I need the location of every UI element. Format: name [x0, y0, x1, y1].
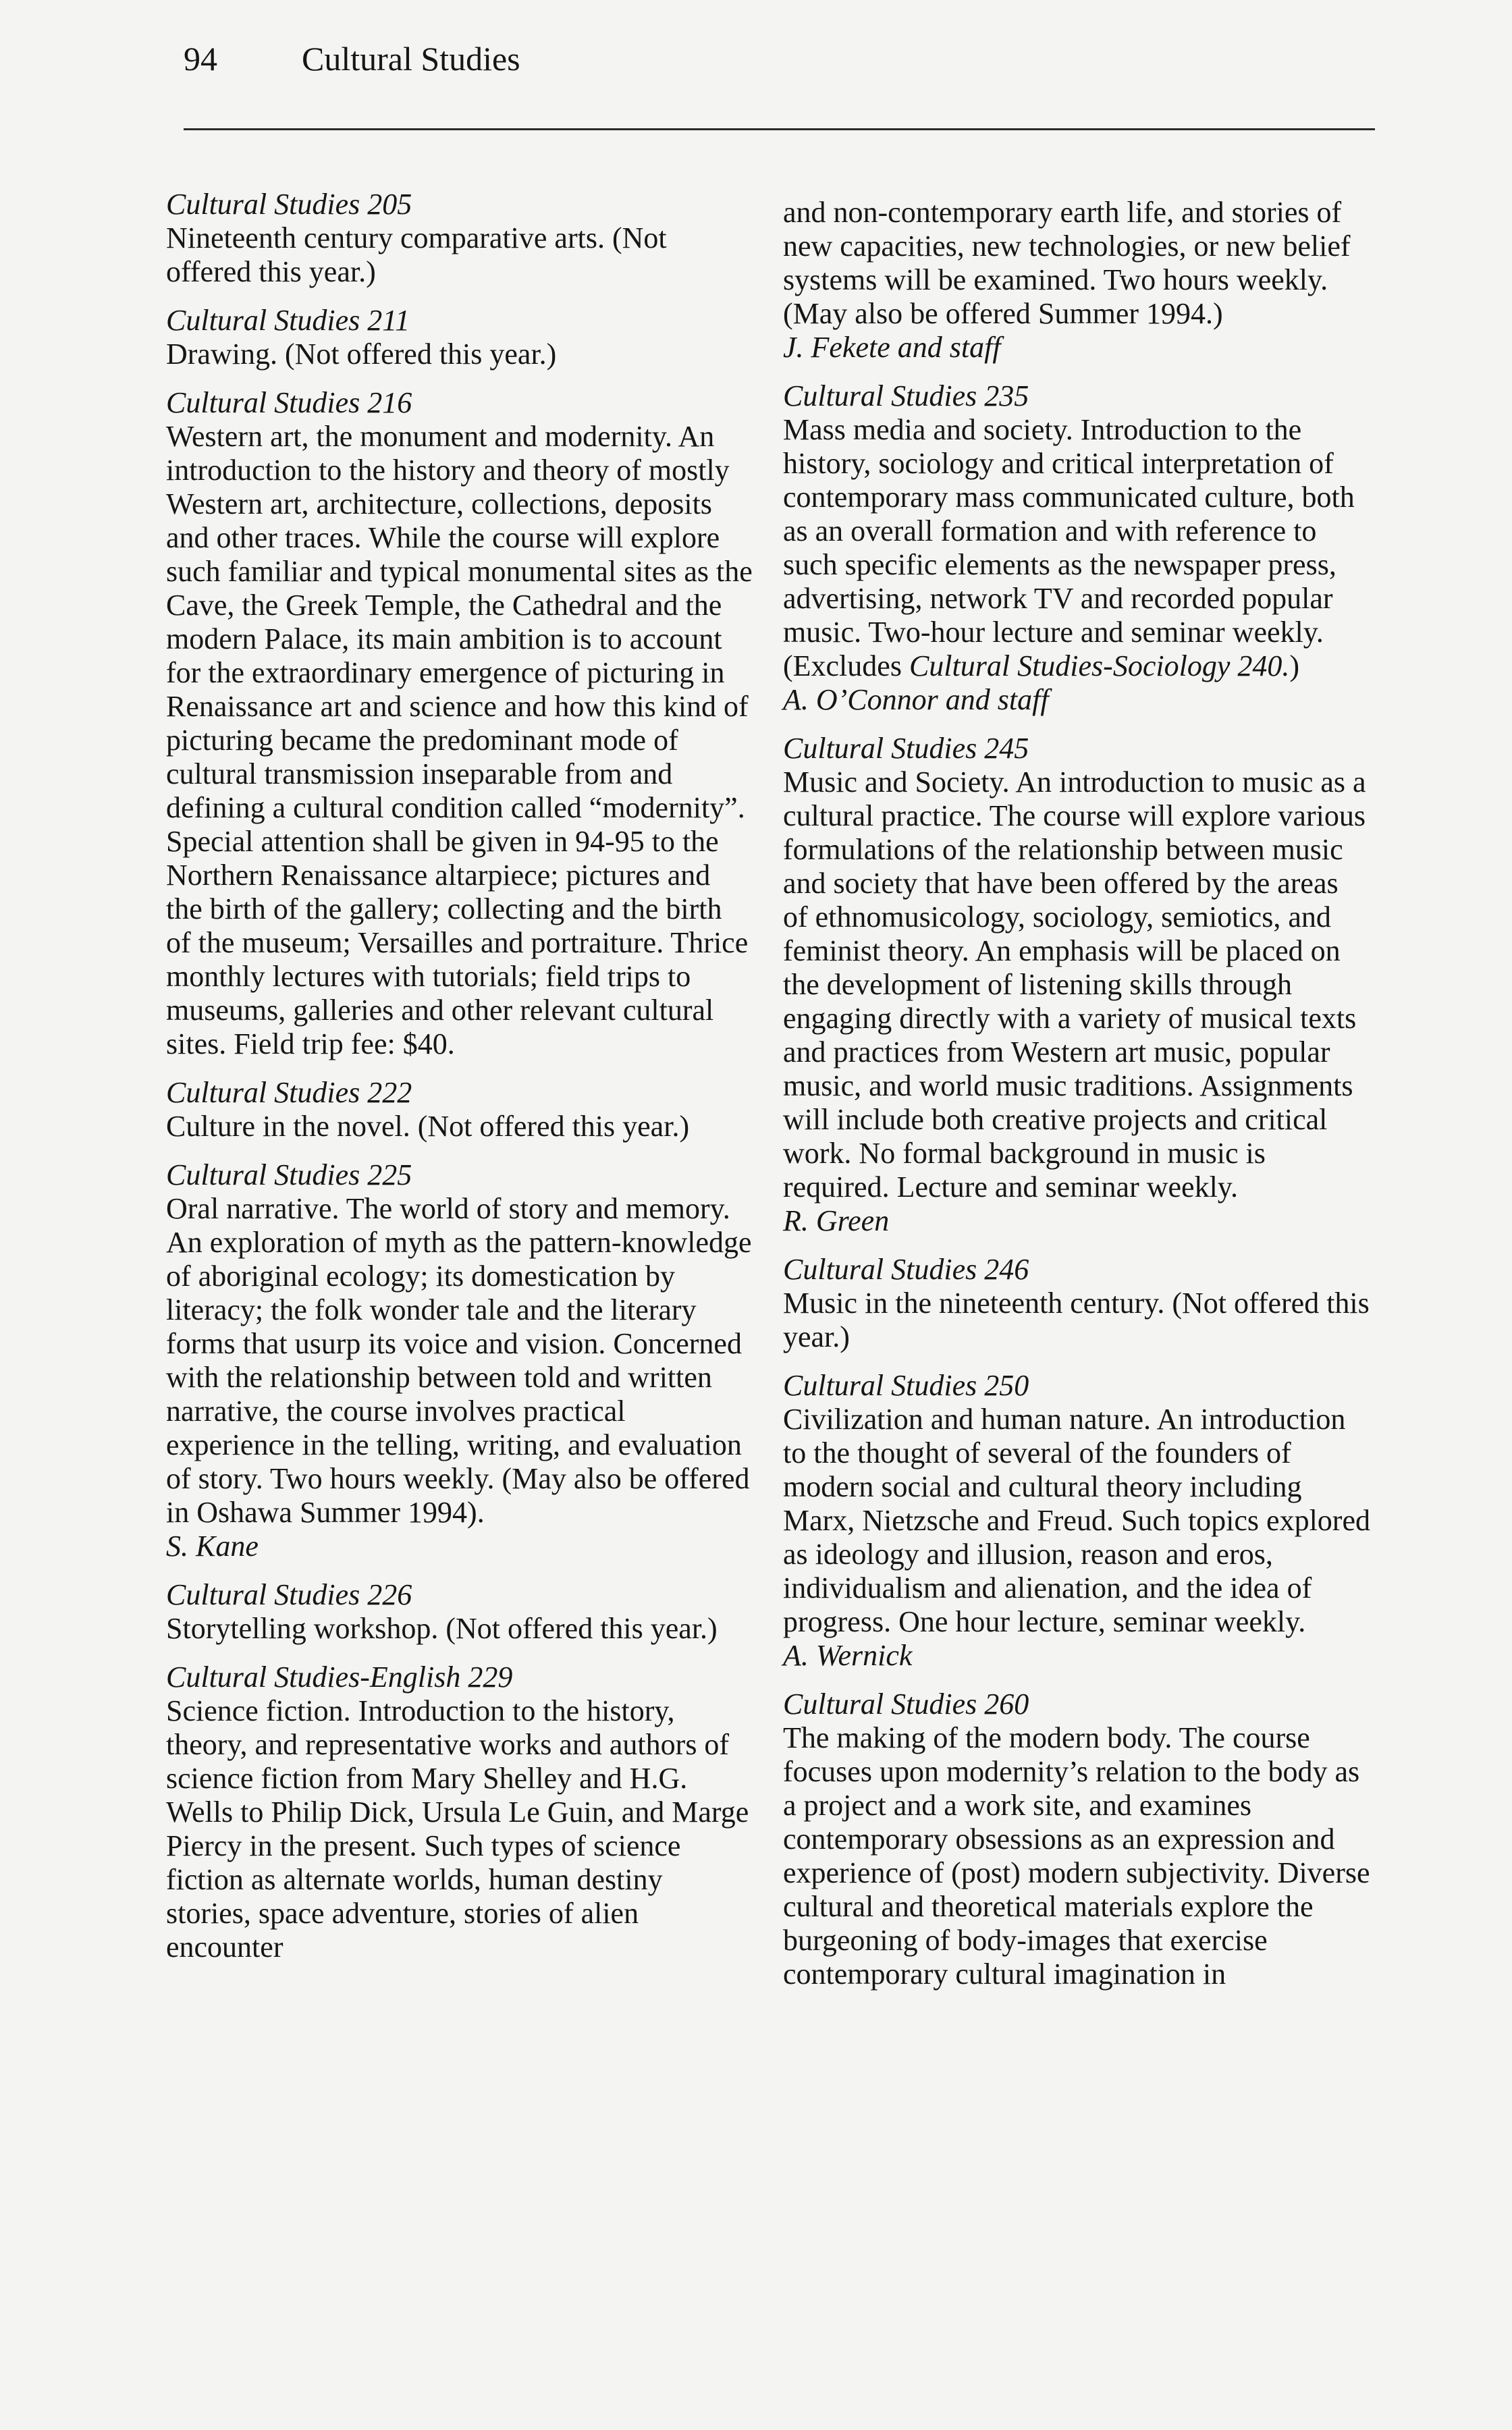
course-code: Cultural Studies 260 [783, 1688, 1029, 1721]
course-entry [783, 379, 1370, 717]
course-description: Culture in the novel. (Not offered this year.) [166, 1110, 690, 1143]
course-code: Cultural Studies 216 [166, 386, 412, 419]
course-entry [166, 386, 753, 1061]
course-description: and non-contemporary earth life, and stories of new capacities, new technologies, or new belief systems will be examined. Two hours weekly. (May also be offered Summer 1994.) [783, 196, 1351, 330]
course-code: Cultural Studies 222 [166, 1076, 412, 1109]
page-header [184, 39, 1375, 130]
course-instructor: A. Wernick [783, 1639, 913, 1672]
course-entry [783, 1688, 1370, 1991]
course-entry-continued [783, 196, 1370, 364]
course-instructor: R. Green [783, 1204, 890, 1237]
course-instructor: S. Kane [166, 1530, 259, 1563]
page-number: 94 [184, 40, 217, 78]
left-column [166, 188, 753, 1979]
course-description: The making of the modern body. The course focuses upon modernity’s relation to the body as a project and a work site, and examines contemporary obsessions as an expression and experience of (post) modern subjectivity. Diverse cultural and theoretical materials explore the burgeoning of body-images that exercise contemporary cultural imagination in [783, 1721, 1370, 1991]
course-entry [166, 1578, 753, 1646]
course-description: Science fiction. Introduction to the history, theory, and representative works and authors of science fiction from Mary Shelley and H.G. Wells to Philip Dick, Ursula Le Guin, and Marge Piercy in the present. Such types of science fiction as alternate worlds, human destiny stories, space adventure, stories of alien encounter [166, 1694, 749, 1964]
course-description: Civilization and human nature. An introduction to the thought of several of the founders of modern social and cultural theory including Marx, Nietzsche and Freud. Such topics explored as ideology and illusion, reason and eros, individualism and alienation, and the idea of progress. One hour lecture, seminar weekly. [783, 1403, 1370, 1638]
course-description: Music and Society. An introduction to music as a cultural practice. The course will explore various formulations of the relationship between music and society that have been offered by the areas of ethnomusicology, sociology, semiotics, and feminist theory. An emphasis will be placed on the development of listening skills through engaging directly with a variety of musical texts and practices from Western art music, popular music, and world music traditions. Assignments will include both creative projects and critical work. No formal background in music is required. Lecture and seminar weekly. [783, 765, 1366, 1204]
description-text: Mass media and society. Introduction to the history, sociology and critical interpretation of contemporary mass communicated culture, both as an overall formation and with reference to such specific elements as the newspaper press, advertising, network TV and recorded popular music. Two-hour lecture and seminar weekly. (Excludes [783, 413, 1355, 682]
course-description: Music in the nineteenth century. (Not offered this year.) [783, 1287, 1370, 1353]
course-entry [783, 1253, 1370, 1354]
course-instructor: A. O’Connor and staff [783, 683, 1049, 716]
course-entry [166, 1076, 753, 1143]
course-code: Cultural Studies 225 [166, 1158, 412, 1191]
description-text: ) [1289, 649, 1299, 682]
course-code: Cultural Studies 205 [166, 188, 412, 221]
course-description: Oral narrative. The world of story and memory. An exploration of myth as the pattern-knowledge of aboriginal ecology; its domestication by literacy; the folk wonder tale and the literary forms that usurp its voice and vision. Concerned with the relationship between told and written narrative, the course involves practical experience in the telling, writing, and evaluation of story. Two hours weekly. (May also be offered in Oshawa Summer 1994). [166, 1192, 752, 1529]
course-description: Western art, the monument and modernity. An introduction to the history and theory of mostly Western art, architecture, collections, deposits and other traces. While the course will explore such familiar and typical monumental sites as the Cave, the Greek Temple, the Cathedral and the modern Palace, its main ambition is to account for the extraordinary emergence of picturing in Renaissance art and science and how this kind of picturing became the predominant mode of cultural transmission inseparable from and defining a cultural condition called “modernity”. Special attention shall be given in 94-95 to the Northern Renaissance altarpiece; pictures and the birth of the gallery; collecting and the birth of the museum; Versailles and portraiture. Thrice monthly lectures with tutorials; field trips to museums, galleries and other relevant cultural sites. Field trip fee: $40. [166, 420, 753, 1060]
course-description [783, 413, 1370, 683]
course-entry [166, 1158, 753, 1563]
course-description: Nineteenth century comparative arts. (Not offered this year.) [166, 221, 667, 288]
course-entry [783, 1369, 1370, 1673]
course-code: Cultural Studies 211 [166, 304, 410, 337]
course-entry [783, 732, 1370, 1238]
course-code: Cultural Studies 250 [783, 1369, 1029, 1402]
course-code: Cultural Studies-English 229 [166, 1660, 513, 1694]
course-instructor: J. Fekete and staff [783, 331, 1001, 364]
course-entry [166, 1660, 753, 1964]
excluded-course: Cultural Studies-Sociology 240. [909, 649, 1290, 682]
course-code: Cultural Studies 235 [783, 379, 1029, 412]
course-code: Cultural Studies 246 [783, 1253, 1029, 1286]
course-description: Storytelling workshop. (Not offered this year.) [166, 1612, 718, 1645]
course-code: Cultural Studies 226 [166, 1578, 412, 1611]
right-column [783, 196, 1370, 2006]
running-title: Cultural Studies [302, 40, 520, 78]
course-entry [166, 304, 753, 371]
course-code: Cultural Studies 245 [783, 732, 1029, 765]
course-entry [166, 188, 753, 289]
course-description: Drawing. (Not offered this year.) [166, 338, 557, 371]
